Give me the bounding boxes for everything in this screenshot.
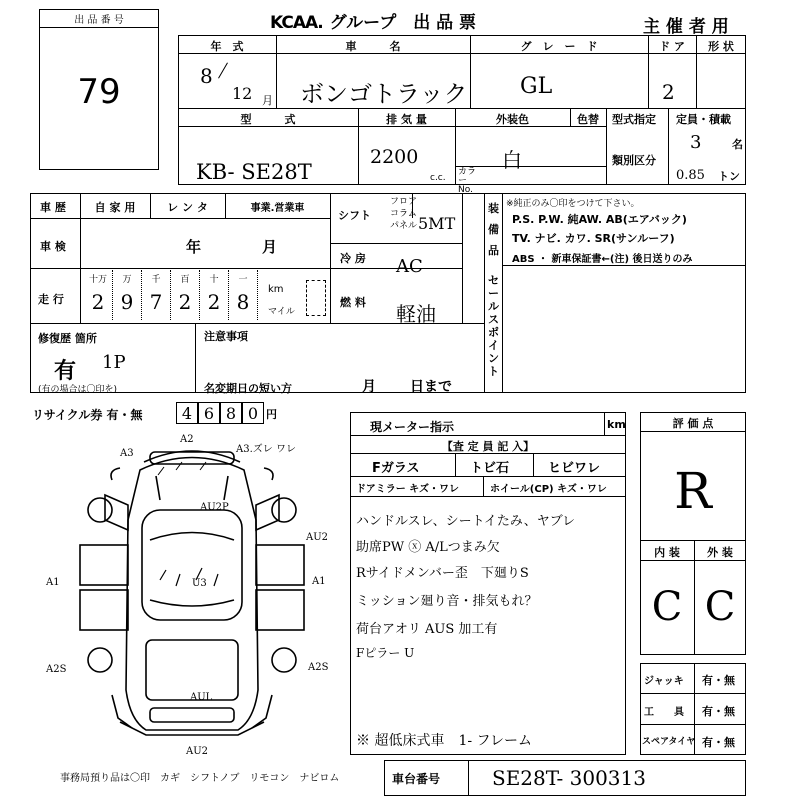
equipment-note: ※純正のみ〇印をつけて下さい。 [506,199,640,209]
capacity-unit: 名 [732,138,743,151]
capacity-value: 3 [690,132,702,153]
load-value: 0.85 [676,168,705,183]
inspector-note-4: ミッション廻り音・排気もれ？ [356,594,538,609]
car-name-label: 車 名 [345,40,401,53]
equipment-label: 装備品 [488,202,499,257]
odometer-place-label: 万 [122,275,132,285]
grade-value: GL [520,74,553,99]
tool-label: 工 具 [644,707,684,718]
mark-aul-bed: AUL [190,692,213,703]
color-no-label: カラー No. [458,167,477,195]
shift-option-floor: フロア [390,197,418,207]
inspector-note-2: 助席PW ⓧ A/Lつまみ欠 [356,540,500,555]
chassis-label: 車台番号 [392,772,441,786]
history-option-private: 自 家 用 [94,201,136,214]
class-label: 類別区分 [612,154,656,167]
shift-option-panel: パネル [390,221,418,231]
odometer-place-label: 十 [209,275,219,285]
equipment-line-3: ABS ・ 新車保証書←(注) 後日送りのみ [512,254,693,265]
interior-label: 内 装 [654,546,680,559]
recycle-digit: 8 [225,404,237,423]
repair-location: 1P [102,352,126,373]
inspection-label: 車 検 [40,240,66,253]
inspector-note-7: ※ 超低床式車 1- フレーム [356,733,532,749]
spare-label: スペアタイヤ [642,737,696,747]
chip-label: トビ石 [470,461,510,476]
exterior-value: C [704,584,736,630]
recycle-digit: 6 [203,404,215,423]
repair-note: (有の場合は〇印を) [38,385,118,395]
grade-label: 評 価 点 [672,417,714,430]
office-note: 事務局預り品は〇印 カギ シフトノブ リモコン ナビロム [60,773,340,784]
mark-au2-right: AU2 [306,532,329,543]
displacement-label: 排 気 量 [386,113,427,126]
mirror-label: ドアミラー キズ・ワレ [356,484,459,495]
glass-label: Fガラス [372,461,420,476]
odometer-place-label: 千 [151,275,161,285]
cc-unit: c.c. [430,173,446,183]
recycle-digit: 4 [181,404,193,423]
history-option-commercial: 事業.営業車 [250,203,305,214]
mark-au2-rear: AU2 [186,746,209,757]
odometer-place-label: 百 [180,275,190,285]
km-label: km [268,284,284,295]
kcaa-logo: KCAA [270,13,318,33]
mark-a1-left: A1 [46,577,60,588]
notes-label: 注意事項 [204,330,248,343]
car-name-value: ボンゴトラック [300,80,468,108]
odometer-digit: 9 [120,290,134,314]
inspection-year-unit: 年 [186,238,202,256]
odometer-digit: 2 [207,290,221,314]
fuel-label: 燃 料 [340,296,366,309]
group-title: . グループ 出 品 票 [317,13,477,33]
copy-label: 主 催 者 用 [643,17,729,37]
recycle-label: リサイクル券 有・無 [32,408,143,422]
lot-number-value: 79 [77,72,121,112]
mark-a2s-right: A2S [308,662,329,673]
inspector-note-6: Fピラー U [356,646,415,660]
history-option-rental: レ ン タ [167,201,208,214]
shift-value: 5MT [418,214,456,233]
mark-a1-right: A1 [312,576,326,587]
load-unit: トン [718,170,740,183]
jack-option: 有・無 [702,674,735,687]
inspector-note-5: 荷台アオリ AUS 加工有 [356,622,498,637]
odometer-digit: 2 [178,290,192,314]
mile-label: マイル [268,307,295,317]
crack-label: ヒビワレ [548,461,601,476]
equipment-line-2: TV. ナビ. カワ. SR(サンルーフ) [512,232,675,245]
year-label: 年 式 [210,40,244,53]
mark-u3-roof: U3 [192,578,207,589]
model-value: KB- SE28T [196,160,312,184]
interior-value: C [651,584,683,630]
odometer-digit: 8 [236,290,250,314]
odometer-place-label: 一 [238,275,248,285]
shift-option-column: コラム [390,209,417,219]
odometer-digit: 2 [91,290,105,314]
repair-value: 有 [54,359,77,384]
wheel-label: ホイール(CP) キズ・ワレ [490,484,607,495]
jack-label: ジャッキ [644,676,684,687]
mark-a2-front: A2 [180,434,194,445]
deadline-day-unit: 日まで [410,379,452,395]
repair-label: 修復歴 箇所 [38,332,97,345]
recycle-digit: 0 [247,404,259,423]
month-unit: 月 [262,94,273,107]
month-value: 12 [232,84,253,103]
shift-label: シフト [338,209,371,222]
color-label: 外装色 [496,113,529,126]
inspector-label: 【査 定 員 記 入】 [441,440,535,453]
type-designation-label: 型式指定 [612,113,656,126]
mark-a3-front-right: A3.ズレ ワレ [236,444,296,455]
fuel-value: 軽油 [396,302,436,326]
inspector-note-3: Rサイドメンバー歪 下廻りS [356,566,529,581]
mark-au2p-hood: AU2P [200,502,229,513]
door-label: ド ア [659,40,685,53]
chassis-value: SE28T- 300313 [492,766,646,790]
mark-a2s-left: A2S [46,664,67,675]
mileage-label: 走 行 [38,293,64,306]
odometer-digit: 7 [149,290,163,314]
history-label: 車 歴 [40,201,66,214]
model-label: 型 式 [240,113,296,126]
meter-unit: km [607,418,626,431]
color-change-label: 色替 [577,113,599,126]
grade-label: グ レ ー ド [520,40,598,53]
sales-point-label: セールスポイント [488,274,499,378]
capacity-label: 定員・積載 [676,113,731,126]
exterior-label: 外 装 [707,546,733,559]
mark-a3-front-left: A3 [120,448,134,459]
lot-number-label: 出 品 番 号 [74,15,124,26]
door-value: 2 [662,80,675,104]
recycle-unit: 円 [266,408,277,421]
shape-label: 形 状 [708,40,734,53]
spare-option: 有・無 [702,736,735,749]
inspection-month-unit: 月 [262,238,278,256]
ac-label: 冷 房 [340,252,366,265]
equipment-line-1: P.S. P.W. 純AW. AB(エアバック) [512,213,687,226]
ac-value: AC [396,256,423,277]
tool-option: 有・無 [702,705,735,718]
grade-value: R [674,462,712,520]
meter-label: 現メーター指示 [370,420,455,434]
color-value: 白 [502,148,522,172]
inspector-note-1: ハンドルスレ、シートイたみ、ヤブレ [356,514,576,529]
displacement-value: 2200 [370,146,419,168]
odometer-place-label: 十万 [88,275,107,285]
deadline-label: 名変期日の短い方 [204,382,292,395]
year-value: 8 [200,64,213,88]
deadline-month-unit: 月 [362,379,376,395]
